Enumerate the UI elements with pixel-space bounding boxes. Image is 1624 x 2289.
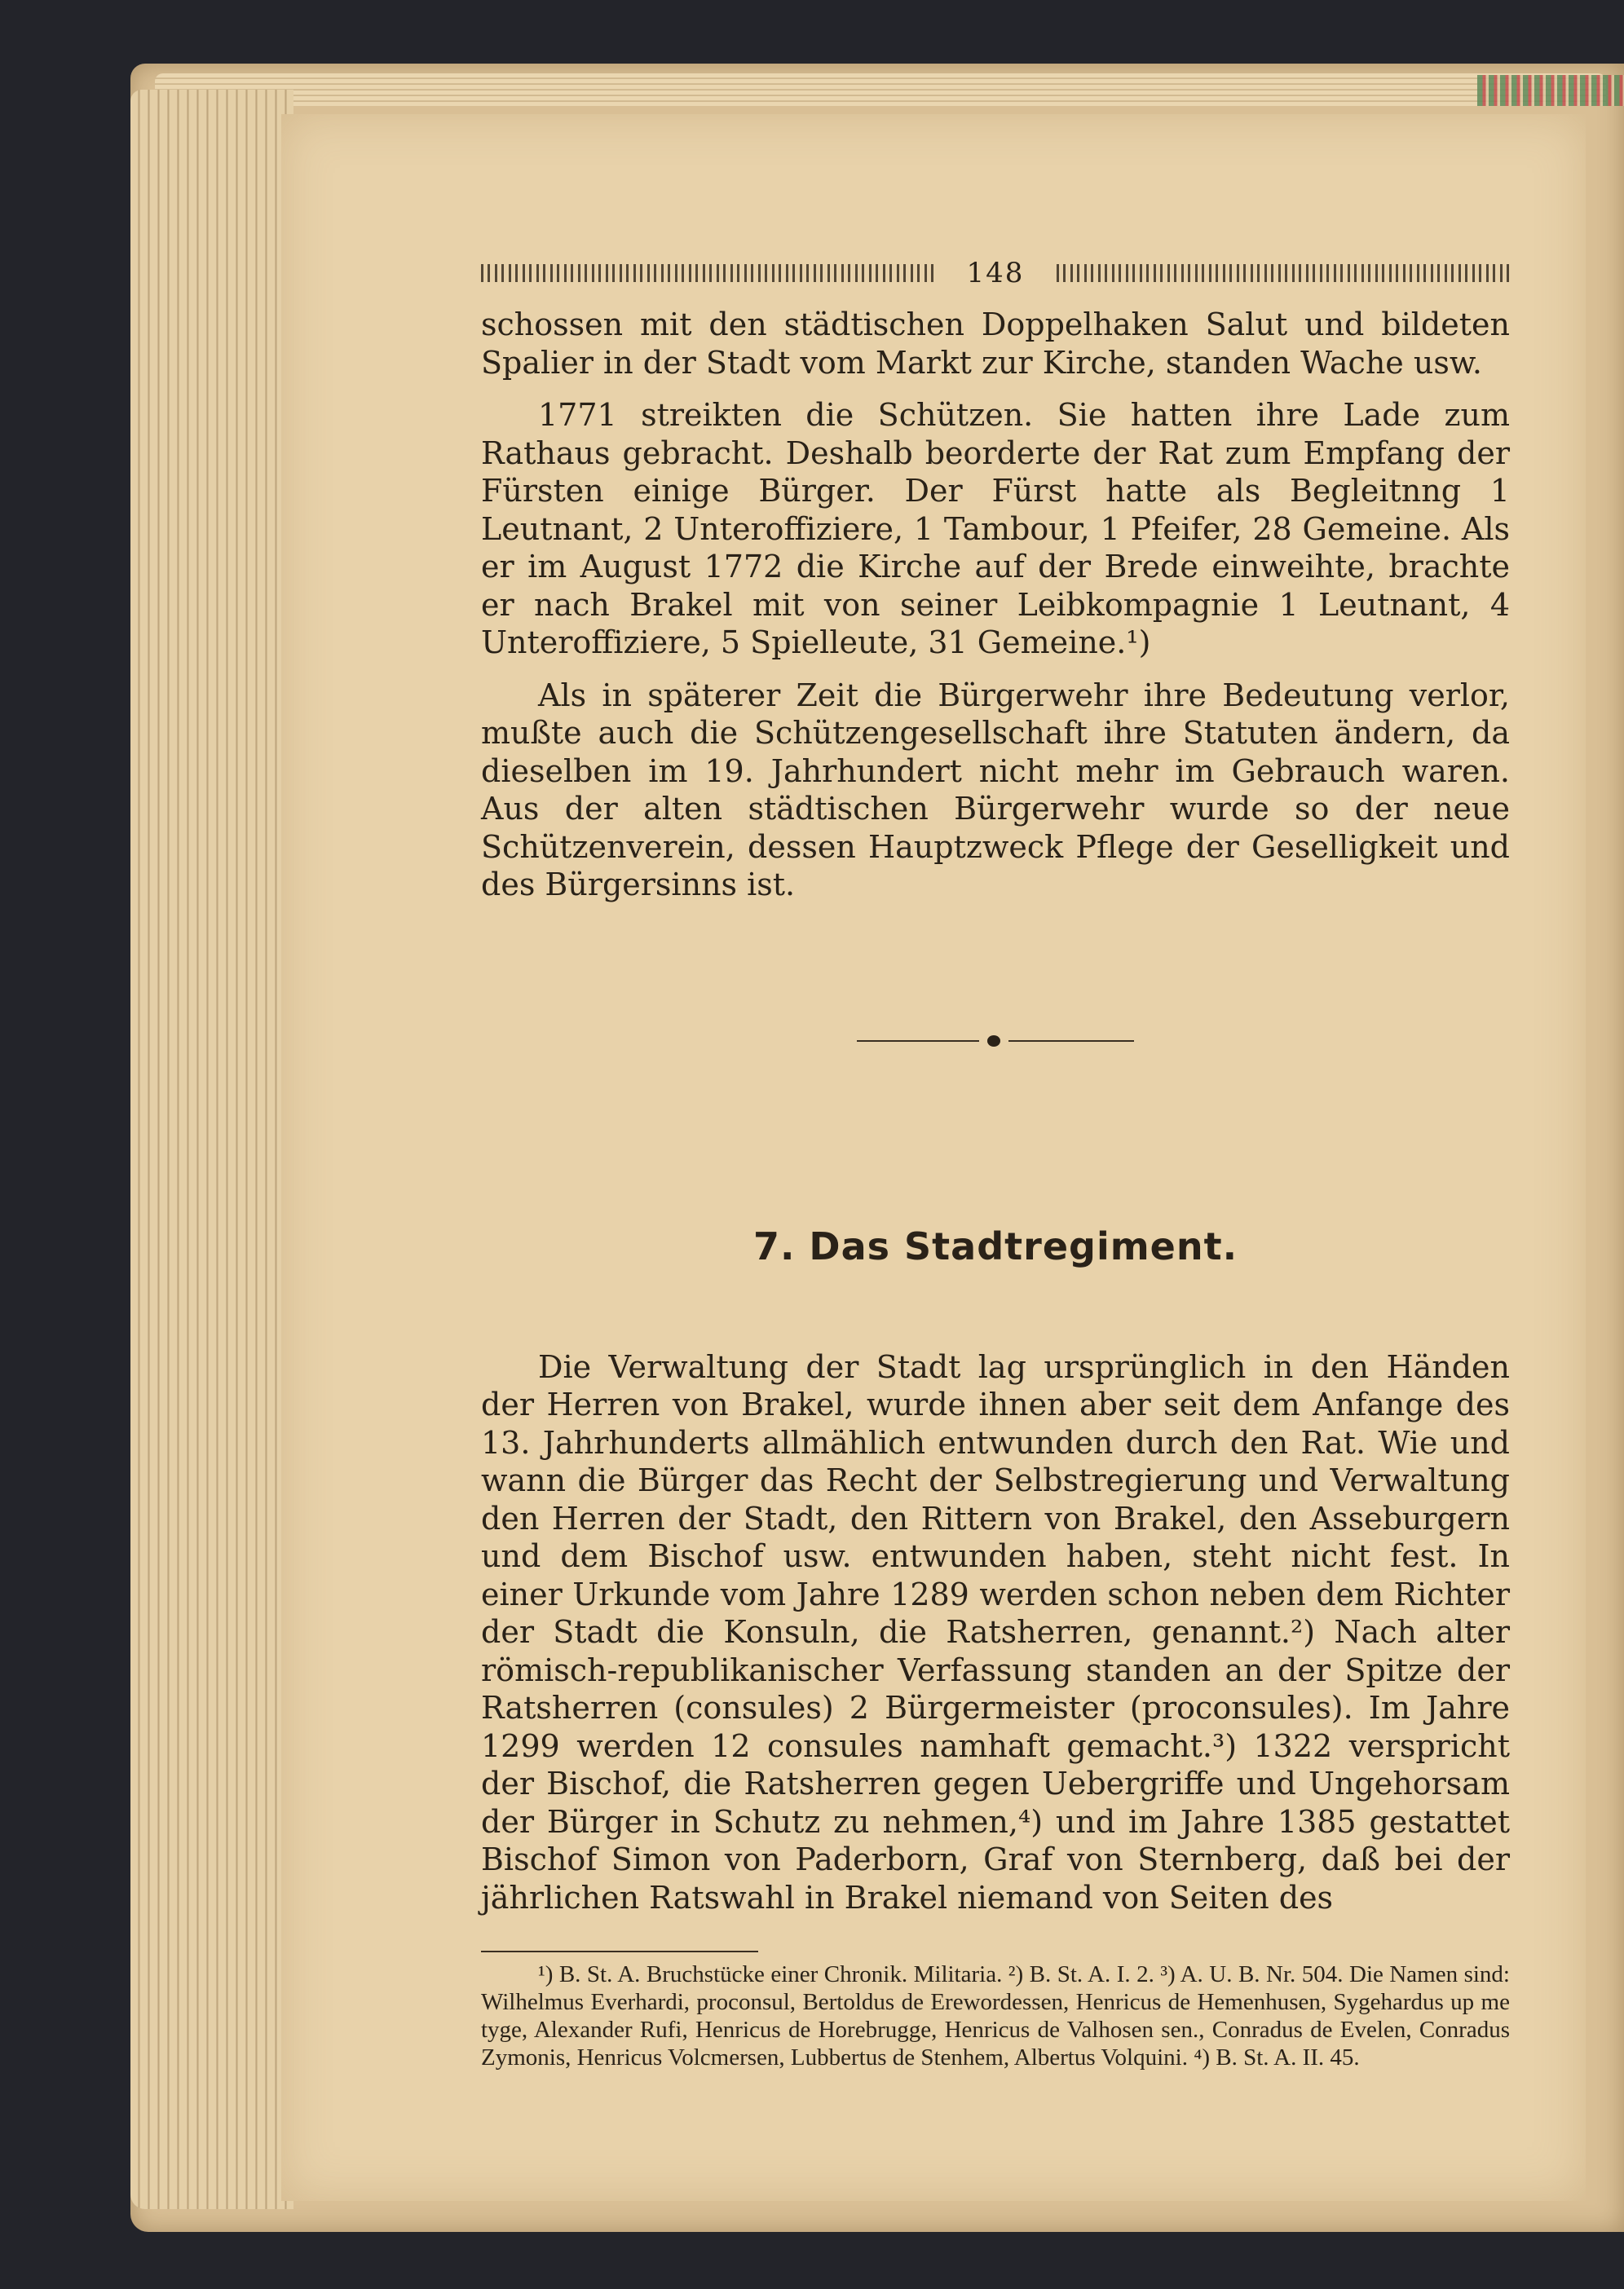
paragraph-2: 1771 streikten die Schützen. Sie hatten ihre Lade zum Rathaus gebracht. Deshalb beorderte der Rat zum Empfang der Fürsten einige Bürger. Der Fürst hatte als Begleitnng 1 Leutnant, 2 Unteroffiziere, 1 Tambour, 1 Pfeifer, 28 Gemeine. Als er im August 1772 die Kirche auf der Brede einweihte, brachte er nach Brakel mit von seiner Leibkompagnie 1 Leutnant, 4 Unteroffiziere, 5 Spielleute, 31 Gemeine.¹)	[481, 397, 1510, 660]
book-page	[281, 114, 1586, 2201]
footnote-rule	[481, 1951, 758, 1952]
footnotes	[481, 1960, 1510, 2071]
running-head	[481, 253, 1510, 293]
paragraph-3: Als in späterer Zeit die Bürgerwehr ihre Bedeutung verlor, mußte auch die Schützengesellschaft ihre Statuten ändern, da dieselben im 19. Jahrhundert nicht mehr im Gebrauch waren. Aus der alten städtischen Bürgerwehr wurde so der neue Schützenverein, dessen Hauptzweck Pflege der Geselligkeit und des Bürgersinns ist.	[481, 677, 1510, 902]
page-edges-left	[130, 90, 293, 2209]
chapter-paragraph: Die Verwaltung der Stadt lag ursprünglich in den Händen der Herren von Brakel, wurde ihnen aber seit dem Anfange des 13. Jahrhunderts allmählich entwunden durch den Rat. Wie und wann die Bürger das Recht der Selbstregierung und Verwaltung den Herren der Stadt, den Rittern von Brakel, den Asseburgern und dem Bischof usw. entwunden haben, steht nicht fest. In einer Urkunde vom Jahre 1289 werden schon neben dem Richter der Stadt die Konsuln, die Ratsherren, genannt.²) Nach alter römisch-republikanischer Verfassung standen an der Spitze der Ratsherren (consules) 2 Bürgermeister (proconsules). Im Jahre 1299 werden 12 consules namhaft gemacht.³) 1322 verspricht der Bischof, die Ratsherren gegen Uebergriffe und Ungehorsam der Bürger in Schutz zu nehmen,⁴) und im Jahre 1385 gestattet Bischof Simon von Paderborn, Graf von Sternberg, daß bei der jährlichen Ratswahl in Brakel niemand von Seiten des	[481, 1348, 1510, 1916]
chapter-title: 7. Das Stadtregiment.	[752, 1224, 1238, 1268]
page-edges-top	[155, 73, 1606, 106]
footnote-text: ¹) B. St. A. Bruchstücke einer Chronik. Militaria. ²) B. St. A. I. 2. ³) A. U. B. Nr. 504. Die Namen sind: Wilhelmus Everhardi, proconsul, Bertoldus de Erewordessen, Henricus de Hemenhusen, Sygehardus up me tyge, Alexander Rufi, Henricus de Horebrugge, Henricus de Valhosen sen., Conradus de Evelen, Conradus Zymonis, Henricus Volcmersen, Lubbertus de Stenhem, Albertus Volquini. ⁴) B. St. A. II. 45.	[481, 1961, 1510, 2071]
page-number: 148	[966, 257, 1025, 289]
page-content	[481, 253, 1510, 2071]
paragraph-1: schossen mit den städtischen Doppelhaken Salut und bildeten Spalier in der Stadt vom Markt zur Kirche, standen Wache usw.	[481, 307, 1510, 381]
section-divider	[857, 1033, 1134, 1049]
ornament-left	[481, 264, 934, 282]
bookmark-cloth	[1477, 75, 1624, 106]
ornament-right	[1057, 264, 1510, 282]
